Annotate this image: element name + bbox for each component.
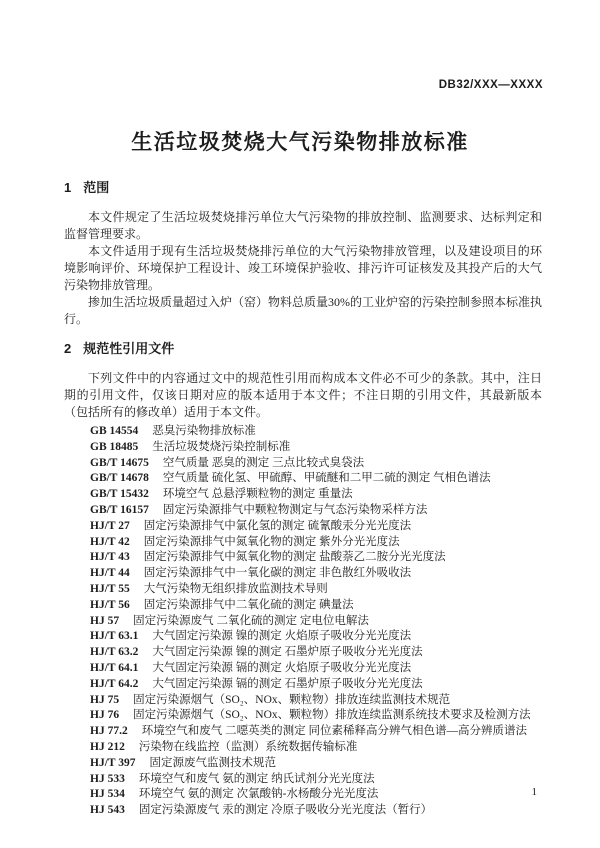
reference-item (64, 645, 542, 661)
reference-item (64, 471, 542, 487)
section-title: 范围 (83, 180, 110, 195)
reference-title: 固定源废气监测技术规范 (149, 756, 276, 769)
reference-list (64, 424, 542, 819)
reference-item (64, 661, 542, 677)
reference-code: GB/T 15432 (90, 488, 149, 501)
reference-code: GB 18485 (90, 440, 139, 453)
reference-code: HJ/T 64.2 (90, 677, 139, 690)
reference-code: HJ 75 (90, 693, 120, 706)
reference-title: 固定污染源排气中氯化氢的测定 硫氰酸汞分光光度法 (143, 519, 412, 532)
reference-item (64, 566, 542, 582)
reference-item (64, 787, 542, 803)
section-number: 2 (64, 341, 72, 356)
reference-title: 固定污染源废气 汞的测定 冷原子吸收分光光度法（暂行） (138, 804, 433, 817)
reference-item (64, 677, 542, 693)
reference-title: 大气固定污染源 镍的测定 石墨炉原子吸收分光光度法 (152, 646, 423, 659)
reference-item (64, 693, 542, 709)
reference-title: 固定污染源废气 二氧化硫的测定 定电位电解法 (133, 614, 369, 627)
reference-title: 环境空气 总悬浮颗粒物的测定 重量法 (162, 488, 353, 501)
reference-code: HJ/T 42 (90, 535, 130, 548)
reference-title: 空气质量 硫化氢、甲硫醇、甲硫醚和二甲二硫的测定 气相色谱法 (162, 472, 491, 485)
reference-item (64, 582, 542, 598)
section-number: 1 (64, 180, 72, 195)
section-normative-references (64, 341, 542, 819)
reference-item (64, 708, 542, 724)
reference-item (64, 803, 542, 819)
reference-code: GB 14554 (90, 425, 139, 437)
reference-item (64, 756, 542, 772)
reference-title: 污染物在线监控（监测）系统数据传输标准 (138, 740, 358, 753)
reference-code: HJ 212 (90, 740, 125, 753)
page-number: 1 (531, 786, 537, 798)
reference-code: HJ/T 63.2 (90, 646, 139, 659)
reference-title: 空气质量 恶臭的测定 三点比较式臭袋法 (162, 456, 365, 469)
reference-code: GB/T 14675 (90, 456, 149, 469)
reference-title: 固定污染源排气中颗粒物测定与气态污染物采样方法 (162, 503, 428, 516)
reference-title: 大气污染物无组织排放监测技术导则 (143, 582, 328, 595)
reference-item (64, 724, 542, 740)
reference-title: 大气固定污染源 镍的测定 火焰原子吸收分光光度法 (152, 630, 412, 643)
reference-code: HJ/T 55 (90, 582, 130, 595)
reference-item (64, 614, 542, 630)
reference-item (64, 535, 542, 551)
reference-item (64, 772, 542, 788)
reference-code: HJ/T 64.1 (90, 661, 139, 674)
reference-title: 固定污染源排气中氮氧化物的测定 紫外分光光度法 (143, 535, 400, 548)
reference-code: HJ 543 (90, 804, 125, 817)
reference-item (64, 740, 542, 756)
reference-code: HJ 76 (90, 709, 120, 722)
scope-paragraph: 本文件适用于现有生活垃圾焚烧排污单位的大气污染物排放管理，以及建设项目的环境影响评价、环境保护工程设计、竣工环境保护验收、排污许可证核发及其投产后的大气污染物排放管理。 (64, 244, 542, 292)
reference-title: 环境空气和废气 氨的测定 纳氏试剂分光光度法 (138, 772, 375, 785)
reference-code: HJ 533 (90, 772, 125, 785)
reference-title: 环境空气 氨的测定 次氯酸钠-水杨酸分光光度法 (138, 788, 379, 801)
section-title: 规范性引用文件 (83, 341, 175, 356)
section-scope-heading (64, 180, 542, 195)
reference-code: HJ 57 (90, 614, 120, 627)
reference-code: HJ 77.2 (90, 725, 128, 738)
reference-code: HJ/T 63.1 (90, 630, 139, 643)
document-title: 生活垃圾焚烧大气污染物排放标准 (131, 131, 469, 154)
reference-code: HJ/T 44 (90, 567, 130, 580)
header-doc-code: DB32/XXX—XXXX (438, 79, 543, 91)
reference-title: 恶臭污染物排放标准 (152, 425, 256, 437)
reference-title: 大气固定污染源 镉的测定 石墨炉原子吸收分光光度法 (152, 677, 423, 690)
section-references-heading (64, 341, 542, 356)
scope-paragraph: 掺加生活垃圾质量超过入炉（窑）物料总质量30%的工业炉窑的污染控制参照本标准执行。 (64, 295, 542, 326)
reference-code: GB/T 14678 (90, 472, 149, 485)
reference-title: 环境空气和废气 二噁英类的测定 同位素稀释高分辨气相色谱—高分辨质谱法 (141, 725, 527, 738)
reference-code: HJ/T 56 (90, 598, 130, 611)
scope-paragraph: 本文件规定了生活垃圾焚烧排污单位大气污染物的排放控制、监测要求、达标判定和监督管理要求。 (64, 210, 542, 241)
reference-title: 固定污染源烟气（SO₂、NOx、颗粒物）排放连续监测技术规范 (133, 693, 451, 706)
reference-code: HJ/T 397 (90, 756, 136, 769)
reference-code: GB/T 16157 (90, 503, 149, 516)
reference-item (64, 550, 542, 566)
reference-item (64, 487, 542, 503)
reference-item (64, 503, 542, 519)
reference-item (64, 456, 542, 472)
reference-code: HJ/T 43 (90, 551, 130, 564)
reference-item (64, 598, 542, 614)
reference-title: 固定污染源排气中氮氧化物的测定 盐酸萘乙二胺分光光度法 (143, 551, 446, 564)
reference-item (64, 519, 542, 535)
reference-title: 大气固定污染源 镉的测定 火焰原子吸收分光光度法 (152, 661, 412, 674)
reference-title: 固定污染源排气中一氧化碳的测定 非色散红外吸收法 (143, 567, 412, 580)
reference-code: HJ 534 (90, 788, 125, 801)
reference-code: HJ/T 27 (90, 519, 130, 532)
reference-item (64, 424, 542, 440)
section-scope (64, 180, 542, 328)
reference-item (64, 440, 542, 456)
document-body (64, 180, 542, 819)
reference-title: 生活垃圾焚烧污染控制标准 (152, 440, 291, 453)
reference-item (64, 629, 542, 645)
reference-title: 固定污染源排气中二氧化硫的测定 碘量法 (143, 598, 354, 611)
reference-title: 固定污染源烟气（SO₂、NOx、颗粒物）排放连续监测系统技术要求及检测方法 (133, 709, 531, 722)
references-intro-paragraph: 下列文件中的内容通过文中的规范性引用而构成本文件必不可少的条款。其中，注日期的引用文件，仅该日期对应的版本适用于本文件；不注日期的引用文件，其最新版本（包括所有的修改单）适用于本文件。 (64, 371, 542, 419)
